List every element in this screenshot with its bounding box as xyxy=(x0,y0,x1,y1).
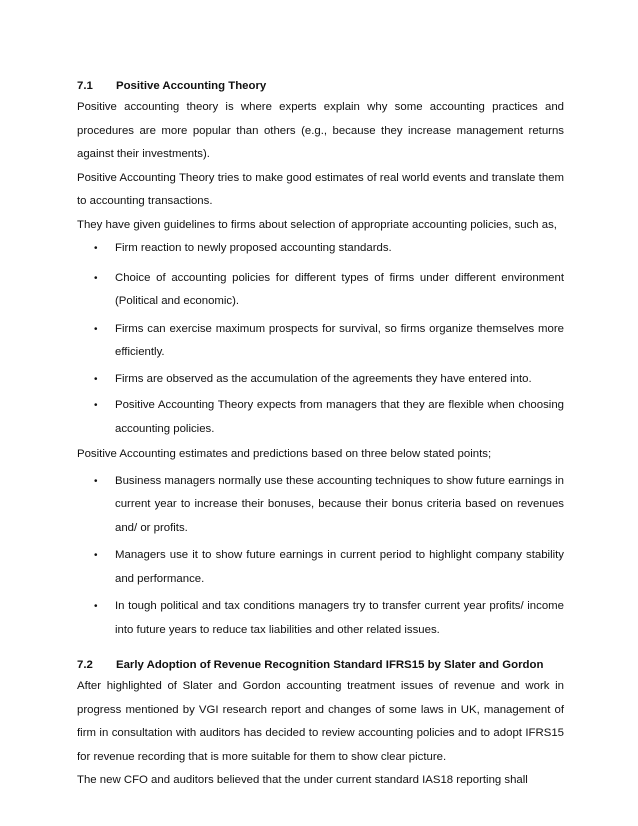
paragraph: After highlighted of Slater and Gordon accounting treatment issues of revenue and work in progress mentioned by VGI research report and changes of some laws in UK, management of firm in consultation with auditors has decided to review accounting policies and to adopt IFRS15 for revenue recording that is more suitable for them to show clear picture. xyxy=(77,680,564,763)
bullet-icon: • xyxy=(94,475,98,487)
list-item: • Business managers normally use these accounting techniques to show future earnings in current year to increase their bonuses, because their bonus criteria based on revenues and/ or profits. xyxy=(77,470,564,541)
bullet-icon: • xyxy=(94,373,98,385)
document-body xyxy=(77,76,564,793)
list-item: • Managers use it to show future earnings in current period to highlight company stability and performance. xyxy=(77,544,564,591)
bullet-icon: • xyxy=(94,550,98,561)
list-item: • Positive Accounting Theory expects from managers that they are flexible when choosing accounting policies. xyxy=(77,394,564,441)
bullet-list xyxy=(77,237,564,441)
list-item: • Choice of accounting policies for different types of firms under different environment (Political and economic). xyxy=(77,267,564,314)
bullet-icon: • xyxy=(94,272,98,284)
paragraph: Positive accounting theory is where experts explain why some accounting practices and procedures are more popular than others (e.g., because they increase management returns against their investments). xyxy=(77,101,564,160)
section-number: 7.2 xyxy=(77,659,93,671)
list-item: • Firms are observed as the accumulation of the agreements they have entered into. xyxy=(77,368,564,392)
bullet-icon: • xyxy=(94,243,98,254)
paragraph: Positive Accounting Theory tries to make good estimates of real world events and translate them to accounting transactions. xyxy=(77,171,564,207)
list-item: • Firm reaction to newly proposed accounting standards. xyxy=(77,237,564,261)
list-item: • In tough political and tax conditions managers try to transfer current year profits/ income into future years to reduce tax liabilities and other related issues. xyxy=(77,595,564,642)
section-title: Early Adoption of Revenue Recognition Standard IFRS15 by Slater and Gordon xyxy=(116,659,544,671)
paragraph: Positive Accounting estimates and predictions based on three below stated points; xyxy=(77,448,492,460)
section-number: 7.1 xyxy=(77,80,93,92)
bullet-icon: • xyxy=(94,323,98,335)
list-item: • Firms can exercise maximum prospects for survival, so firms organize themselves more efficiently. xyxy=(77,318,564,365)
section-title: Positive Accounting Theory xyxy=(116,80,267,92)
bullet-icon: • xyxy=(94,601,98,612)
paragraph: They have given guidelines to firms about selection of appropriate accounting policies, such as, xyxy=(77,218,557,231)
paragraph: The new CFO and auditors believed that the under current standard IAS18 reporting shall xyxy=(77,774,528,786)
bullet-list xyxy=(77,470,564,643)
section-heading-7-2 xyxy=(77,655,564,675)
section-heading-7-1 xyxy=(77,76,564,96)
bullet-icon: • xyxy=(94,400,98,411)
